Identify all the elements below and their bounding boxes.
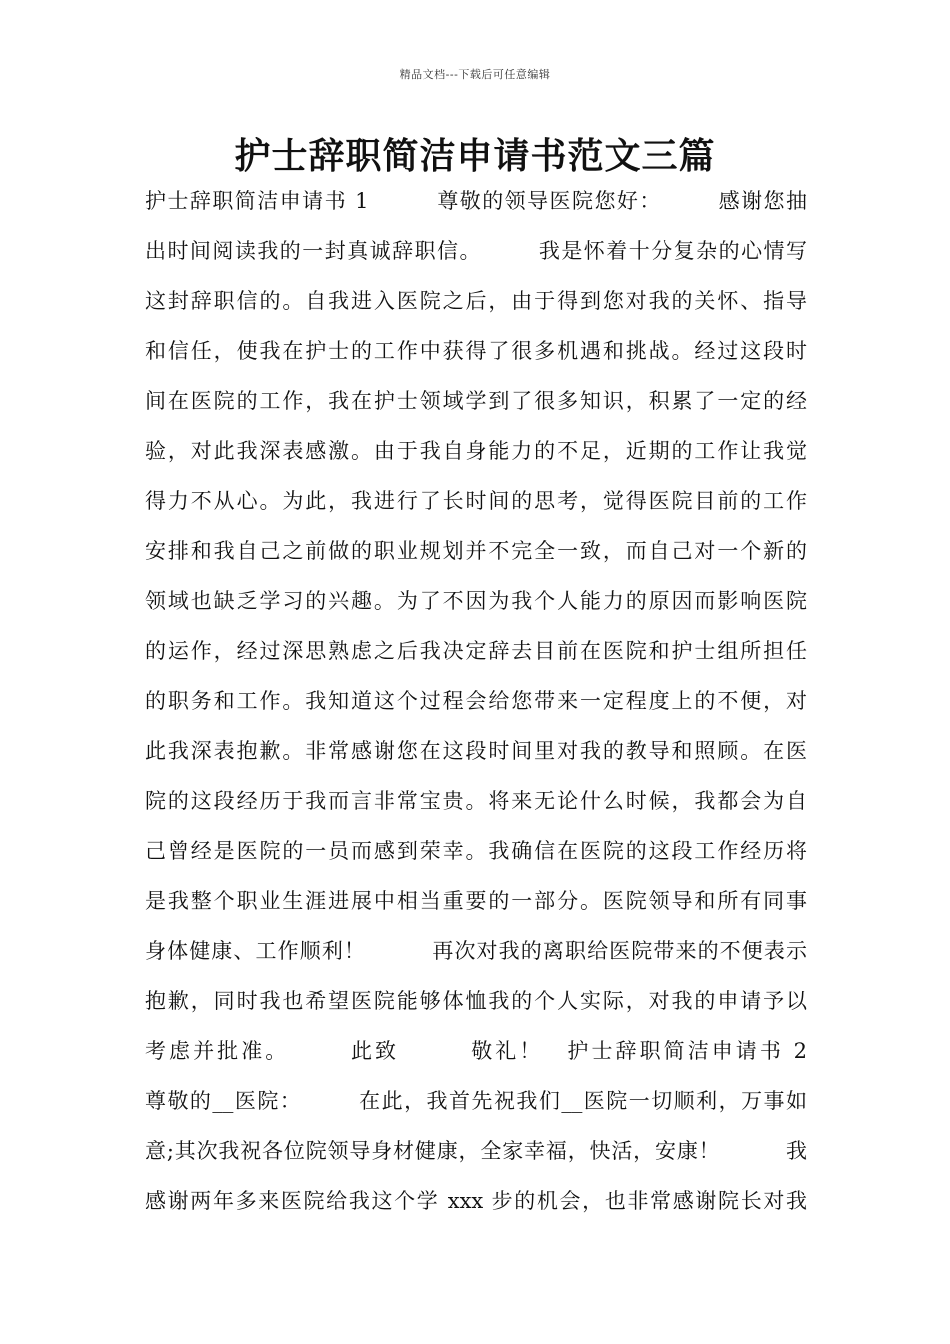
body-line: 这封辞职信的。自我进入医院之后，由于得到您对我的关怀、指导 (145, 289, 807, 313)
body-line: 间在医院的工作，我在护士领域学到了很多知识，积累了一定的经 (145, 389, 807, 413)
document-header-note: 精品文档---下载后可任意编辑 (399, 68, 551, 81)
body-line: 出时间阅读我的一封真诚辞职信。 我是怀着十分复杂的心情写 (145, 239, 807, 263)
body-line: 领域也缺乏学习的兴趣。为了不因为我个人能力的原因而影响医院 (145, 589, 807, 613)
document-title: 护士辞职简洁申请书范文三篇 (234, 136, 716, 177)
body-line: 己曾经是医院的一员而感到荣幸。我确信在医院的这段工作经历将 (145, 839, 807, 863)
body-line: 的职务和工作。我知道这个过程会给您带来一定程度上的不便，对 (145, 689, 807, 713)
body-line: 考虑并批准。 此致 敬礼！ 护士辞职简洁申请书 2 (145, 1039, 807, 1063)
body-line: 得力不从心。为此，我进行了长时间的思考，觉得医院目前的工作 (145, 489, 807, 513)
document-body (145, 178, 807, 1228)
body-line: 安排和我自己之前做的职业规划并不完全一致，而自己对一个新的 (145, 539, 807, 563)
body-line: 感谢两年多来医院给我这个学 xxx 步的机会，也非常感谢院长对我 (145, 1189, 807, 1213)
body-line: 的运作，经过深思熟虑之后我决定辞去目前在医院和护士组所担任 (145, 639, 807, 663)
body-line: 此我深表抱歉。非常感谢您在这段时间里对我的教导和照顾。在医 (145, 739, 807, 763)
body-line: 院的这段经历于我而言非常宝贵。将来无论什么时候，我都会为自 (145, 789, 807, 813)
body-line: 尊敬的__医院： 在此，我首先祝我们__医院一切顺利，万事如 (145, 1089, 807, 1113)
body-line: 验，对此我深表感激。由于我自身能力的不足，近期的工作让我觉 (145, 439, 807, 463)
body-line: 抱歉，同时我也希望医院能够体恤我的个人实际，对我的申请予以 (145, 989, 807, 1013)
body-line: 护士辞职简洁申请书 1 尊敬的领导医院您好： 感谢您抽 (145, 189, 807, 213)
body-line: 身体健康、工作顺利！ 再次对我的离职给医院带来的不便表示 (145, 939, 807, 963)
body-line: 意;其次我祝各位院领导身材健康，全家幸福，快活，安康！ 我 (145, 1139, 807, 1163)
body-line: 是我整个职业生涯进展中相当重要的一部分。医院领导和所有同事 (145, 889, 807, 913)
body-line: 和信任，使我在护士的工作中获得了很多机遇和挑战。经过这段时 (145, 339, 807, 363)
